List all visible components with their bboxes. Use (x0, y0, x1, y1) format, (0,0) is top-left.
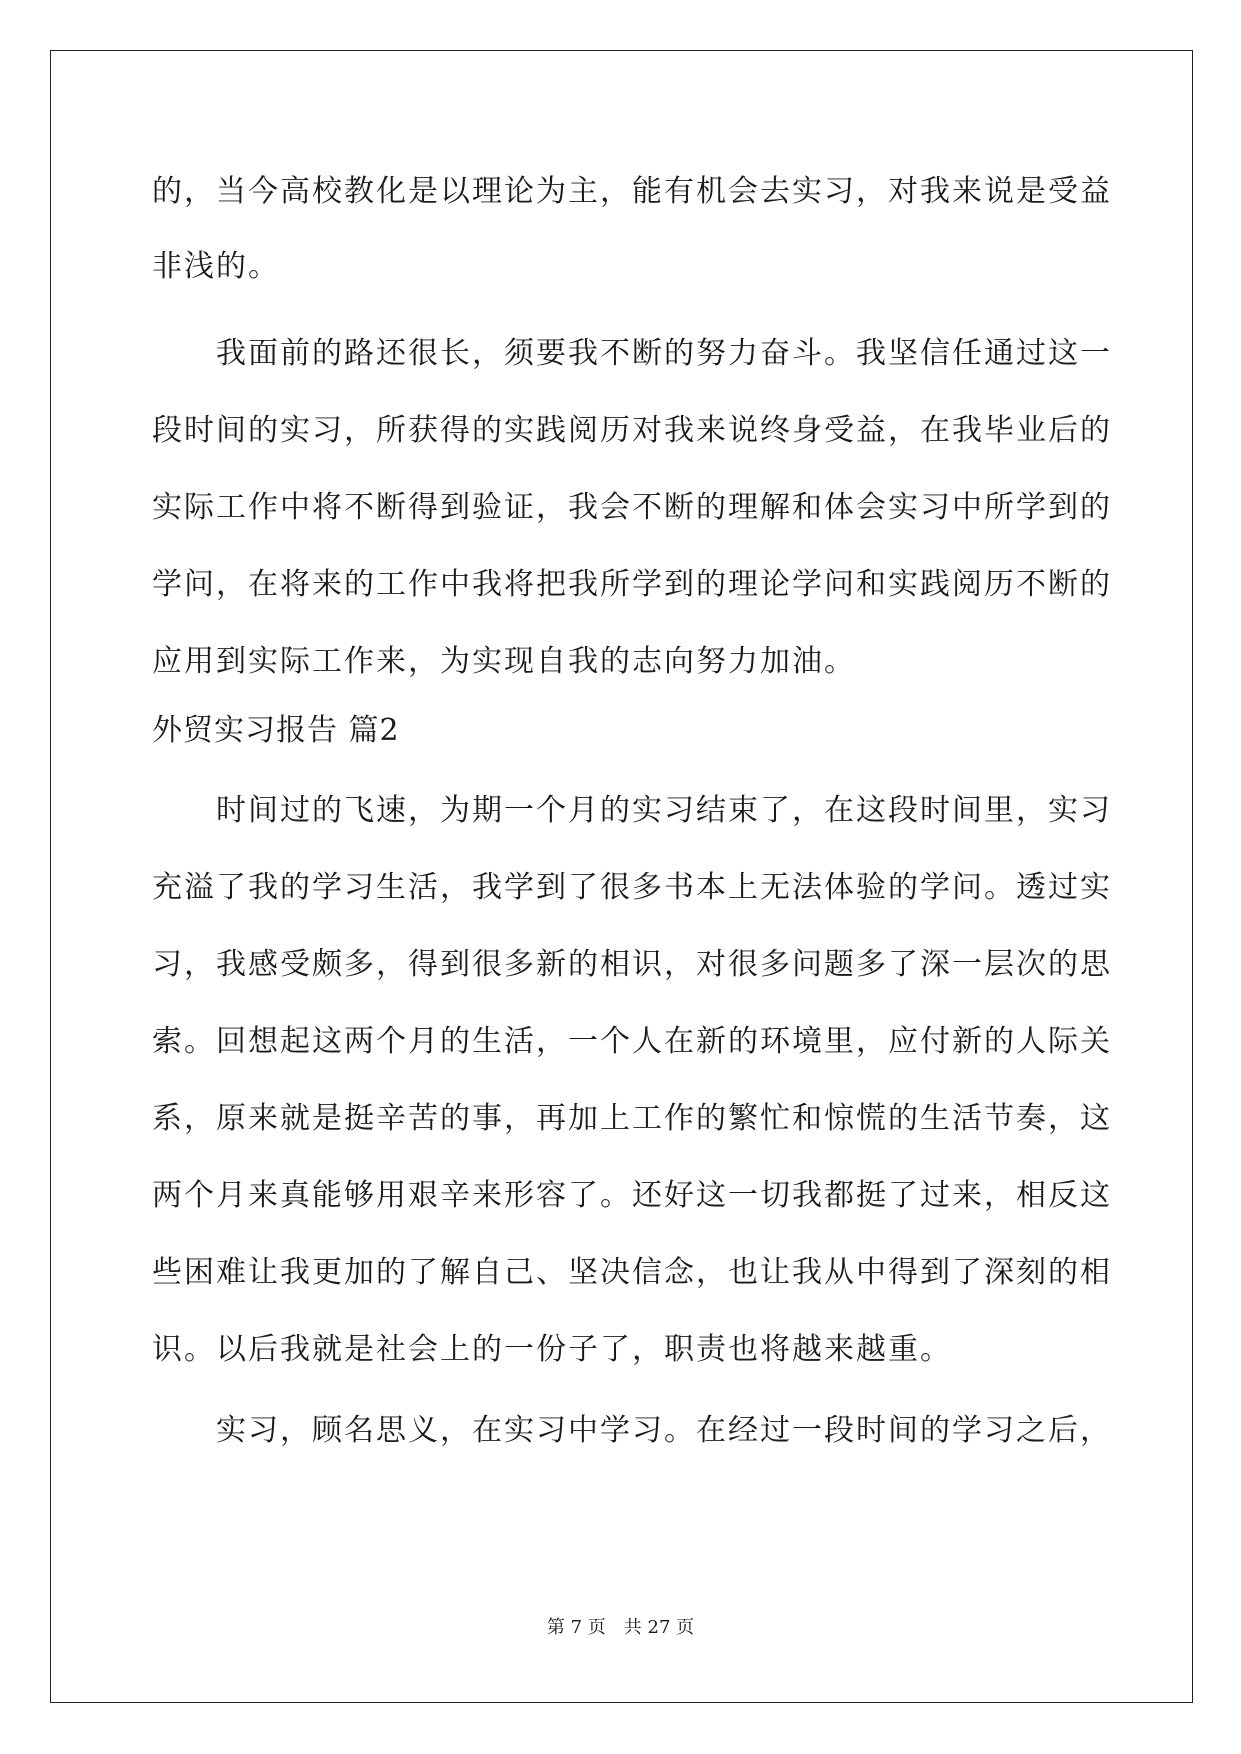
text-line: 学问，在将来的工作中我将把我所学到的理论学问和实践阅历不断的 (152, 567, 1112, 602)
text-line: 两个月来真能够用艰辛来形容了。还好这一切我都挺了过来，相反这 (152, 1178, 1112, 1213)
text-line: 系，原来就是挺辛苦的事，再加上工作的繁忙和惊慌的生活节奏，这 (152, 1101, 1112, 1136)
text-line: 我面前的路还很长，须要我不断的努力奋斗。我坚信任通过这一 (152, 336, 1112, 371)
text-line: 非浅的。 (152, 249, 280, 284)
text-line: 习，我感受颇多，得到很多新的相识，对很多问题多了深一层次的思 (152, 947, 1112, 982)
page-number: 第 7 页 共 27 页 (546, 1617, 695, 1638)
text-line: 应用到实际工作来，为实现自我的志向努力加油。 (152, 644, 856, 679)
section-heading: 外贸实习报告 篇2 (152, 713, 400, 748)
text-line: 的，当今高校教化是以理论为主，能有机会去实习，对我来说是受益 (152, 174, 1112, 209)
text-line: 时间过的飞速，为期一个月的实习结束了，在这段时间里，实习 (152, 793, 1112, 828)
text-line: 识。以后我就是社会上的一份子了，职责也将越来越重。 (152, 1332, 952, 1367)
text-line: 索。回想起这两个月的生活，一个人在新的环境里，应付新的人际关 (152, 1024, 1112, 1059)
text-line: 充溢了我的学习生活，我学到了很多书本上无法体验的学问。透过实 (152, 870, 1112, 905)
text-line: 些困难让我更加的了解自己、坚决信念，也让我从中得到了深刻的相 (152, 1255, 1112, 1290)
text-line: 实习，顾名思义，在实习中学习。在经过一段时间的学习之后， (152, 1413, 1112, 1448)
text-line: 实际工作中将不断得到验证，我会不断的理解和体会实习中所学到的 (152, 490, 1112, 525)
text-line: 段时间的实习，所获得的实践阅历对我来说终身受益，在我毕业后的 (152, 413, 1112, 448)
